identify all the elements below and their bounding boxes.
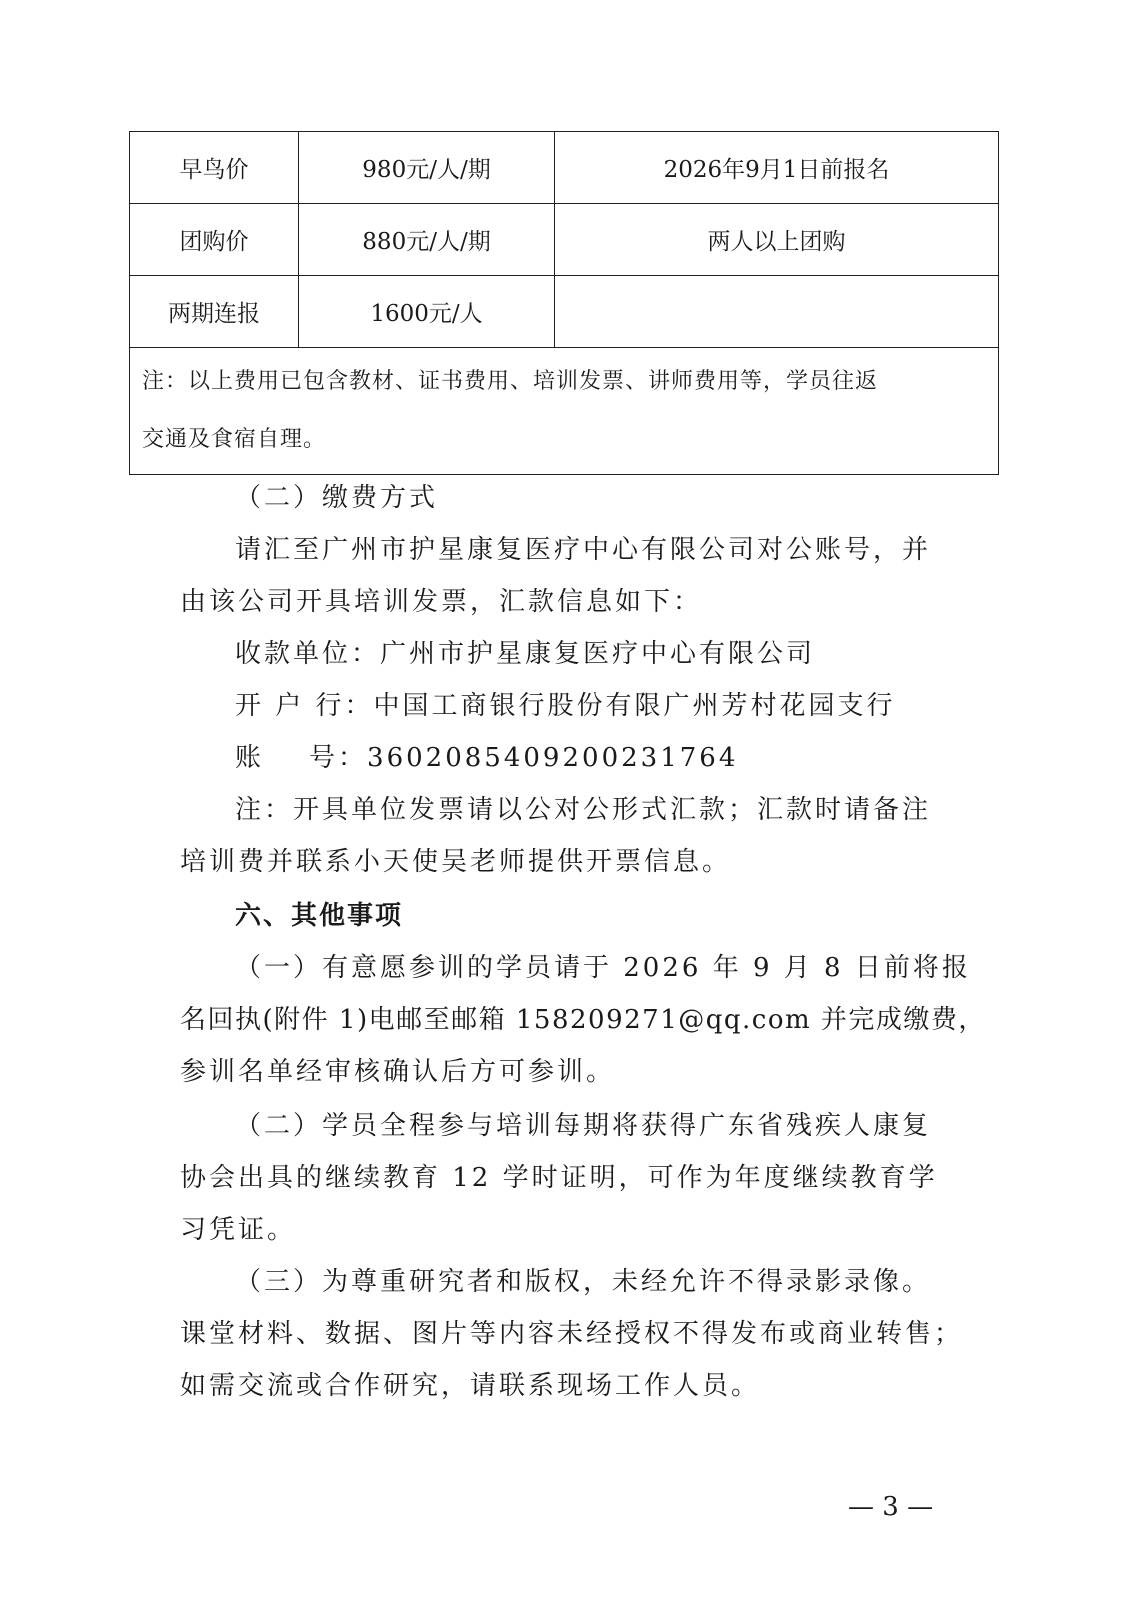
table-row <box>130 132 999 204</box>
fee-price-cell: 1600元/人 <box>299 276 555 348</box>
fee-type-cell: 两期连报 <box>130 276 299 348</box>
item-line: 习凭证。 <box>180 1215 297 1245</box>
item-line: 如需交流或合作研究，请联系现场工作人员。 <box>180 1371 761 1401</box>
fee-price-cell: 980元/人/期 <box>299 132 555 204</box>
item-line: 协会出具的继续教育 12 学时证明，可作为年度继续教育学 <box>180 1163 938 1193</box>
page-number: — 3 — <box>848 1492 934 1522</box>
bank-line: 开 户 行：中国工商银行股份有限广州芳村花园支行 <box>235 691 896 721</box>
fee-type-cell: 早鸟价 <box>130 132 299 204</box>
item-line: 课堂材料、数据、图片等内容未经授权不得发布或商业转售； <box>180 1319 964 1349</box>
fee-note-line: 交通及食宿自理。 <box>142 427 327 452</box>
fee-note-line: 注：以上费用已包含教材、证书费用、培训发票、讲师费用等，学员往返 <box>142 369 879 394</box>
item-line: （三）为尊重研究者和版权，未经允许不得录影录像。 <box>235 1267 932 1297</box>
fee-note-cell <box>130 348 999 475</box>
payee-line: 收款单位：广州市护星康复医疗中心有限公司 <box>235 639 816 669</box>
payment-heading: （二）缴费方式 <box>235 483 439 513</box>
fee-price-cell: 880元/人/期 <box>299 204 555 276</box>
item-line: （二）学员全程参与培训每期将获得广东省残疾人康复 <box>235 1111 932 1141</box>
fee-condition-cell: 2026年9月1日前报名 <box>555 132 999 204</box>
fee-condition-cell <box>555 276 999 348</box>
fee-table <box>129 131 999 475</box>
item-line: （一）有意愿参训的学员请于 2026 年 9 月 8 日前将报 <box>235 953 971 983</box>
section-heading: 六、其他事项 <box>235 901 404 931</box>
payment-note-line: 培训费并联系小天使吴老师提供开票信息。 <box>180 847 732 877</box>
fee-type-cell: 团购价 <box>130 204 299 276</box>
payment-intro-line: 由该公司开具培训发票，汇款信息如下： <box>180 587 703 617</box>
payment-note-line: 注：开具单位发票请以公对公形式汇款；汇款时请备注 <box>235 795 932 825</box>
account-line: 账 号：3602085409200231764 <box>235 743 739 773</box>
payment-intro-line: 请汇至广州市护星康复医疗中心有限公司对公账号，并 <box>235 535 932 565</box>
table-row <box>130 276 999 348</box>
item-line: 参训名单经审核确认后方可参训。 <box>180 1057 616 1087</box>
table-row <box>130 204 999 276</box>
table-note-row <box>130 348 999 475</box>
item-line: 名回执(附件 1)电邮至邮箱 158209271@qq.com 并完成缴费， <box>180 1005 986 1035</box>
fee-condition-cell: 两人以上团购 <box>555 204 999 276</box>
